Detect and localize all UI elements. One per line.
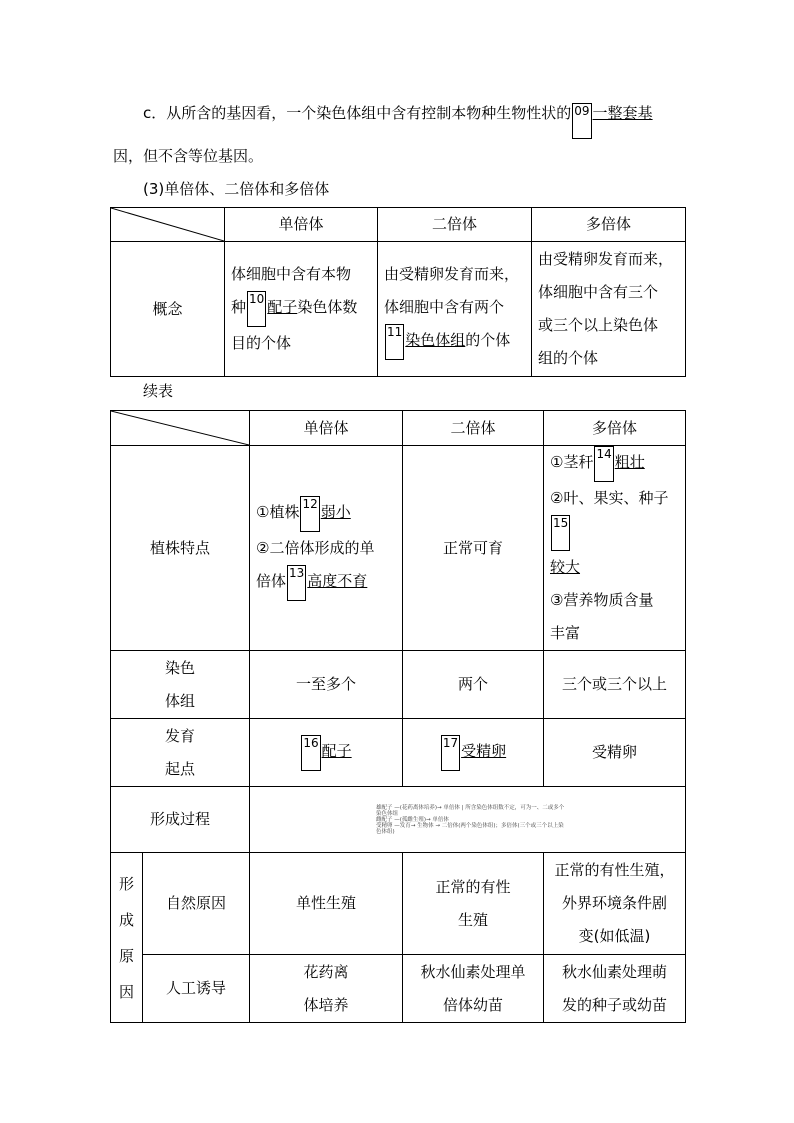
concept-table xyxy=(110,207,686,377)
process-line-3: 受精卵 —发育→ 生物体 → 二倍体(两个染色体组)；多倍体(三个或三个以上染色体组) xyxy=(376,822,564,835)
answer-17: 受精卵 xyxy=(461,741,507,760)
origin-haploid xyxy=(250,719,403,787)
answer-10: 配子 xyxy=(267,298,298,316)
row-label-traits: 植株特点 xyxy=(111,446,250,651)
answer-box-13: 13 xyxy=(287,565,306,601)
sets-polyploid: 三个或三个以上 xyxy=(544,651,686,719)
process-line-2: 雌配子 —(孤雌生殖)→ 单倍体 xyxy=(376,816,449,823)
answer-13: 高度不育 xyxy=(307,571,368,590)
traits-polyploid: ①茎秆 14 粗壮 ②叶、果实、种子15 较大 ③营养物质含量 丰富 xyxy=(544,446,686,651)
row-label-artificial: 人工诱导 xyxy=(143,955,250,1023)
origin-diploid xyxy=(403,719,544,787)
artificial-polyploid: 秋水仙素处理萌 发的种子或幼苗 xyxy=(544,955,686,1023)
answer-box-12: 12 xyxy=(300,496,319,532)
sets-haploid: 一至多个 xyxy=(250,651,403,719)
header-haploid-2: 单倍体 xyxy=(250,411,403,446)
section-3-heading: (3)单倍体、二倍体和多倍体 xyxy=(143,180,330,198)
answer-box-09: 09 xyxy=(572,103,591,139)
continued-table xyxy=(110,410,686,1023)
answer-box-16: 16 xyxy=(301,735,320,771)
diagonal-header-cell-2 xyxy=(111,411,250,446)
answer-16: 配子 xyxy=(321,741,352,760)
header-polyploid: 多倍体 xyxy=(532,208,686,242)
natural-polyploid: 正常的有性生殖， 外界环境条件剧 变(如低温) xyxy=(544,853,686,955)
answer-box-11: 11 xyxy=(385,324,404,360)
answer-box-17: 17 xyxy=(441,735,460,771)
answer-12: 弱小 xyxy=(320,502,351,521)
natural-haploid: 单性生殖 xyxy=(250,853,403,955)
concept-polyploid: 由受精卵发育而来， 体细胞中含有三个 或三个以上染色体 组的个体 xyxy=(532,242,686,377)
row-label-origin: 发育 起点 xyxy=(111,719,250,787)
c-line-text: c．从所含的基因看，一个染色体组中含有控制本物种生物性状的 xyxy=(143,104,572,122)
header-polyploid-2: 多倍体 xyxy=(544,411,686,446)
answer-14: 粗壮 xyxy=(614,453,645,471)
c-line-continued: 因，但不含等位基因。 xyxy=(113,147,264,165)
row-label-natural: 自然原因 xyxy=(143,853,250,955)
artificial-haploid: 花药离 体培养 xyxy=(250,955,403,1023)
answer-box-15: 15 xyxy=(551,515,570,551)
natural-diploid: 正常的有性 生殖 xyxy=(403,853,544,955)
artificial-diploid: 秋水仙素处理单 倍体幼苗 xyxy=(403,955,544,1023)
diagonal-header-cell xyxy=(111,208,225,242)
answer-15: 较大 xyxy=(550,558,581,576)
answer-box-14: 14 xyxy=(594,446,613,482)
group-label-causes: 形 成 原 因 xyxy=(111,853,143,1023)
header-diploid: 二倍体 xyxy=(378,208,532,242)
traits-diploid: 正常可育 xyxy=(403,446,544,651)
traits-haploid: ①植株 12 弱小 ②二倍体形成的单 倍体 13 高度不育 xyxy=(250,446,403,651)
answer-11: 染色体组 xyxy=(405,331,466,349)
row-label-process: 形成过程 xyxy=(111,787,250,853)
c-line xyxy=(143,103,653,139)
row-label-concept: 概念 xyxy=(111,242,225,377)
header-diploid-2: 二倍体 xyxy=(403,411,544,446)
answer-box-10: 10 xyxy=(247,291,266,327)
row-label-sets: 染色 体组 xyxy=(111,651,250,719)
concept-diploid: 由受精卵发育而来， 体细胞中含有两个 11 染色体组的个体 xyxy=(378,242,532,377)
process-diagram xyxy=(250,787,686,853)
answer-09: 一整套基 xyxy=(592,104,653,122)
origin-polyploid: 受精卵 xyxy=(544,719,686,787)
process-line-1: 雄配子 —(花药离体培养)→ 单倍体 | 所含染色体组数不定，可为一、二或多个染色体组 xyxy=(376,804,565,817)
header-haploid: 单倍体 xyxy=(225,208,378,242)
continued-label: 续表 xyxy=(143,382,174,400)
sets-diploid: 两个 xyxy=(403,651,544,719)
concept-haploid: 体细胞中含有本物 种 10 配子染色体数 目的个体 xyxy=(225,242,378,377)
